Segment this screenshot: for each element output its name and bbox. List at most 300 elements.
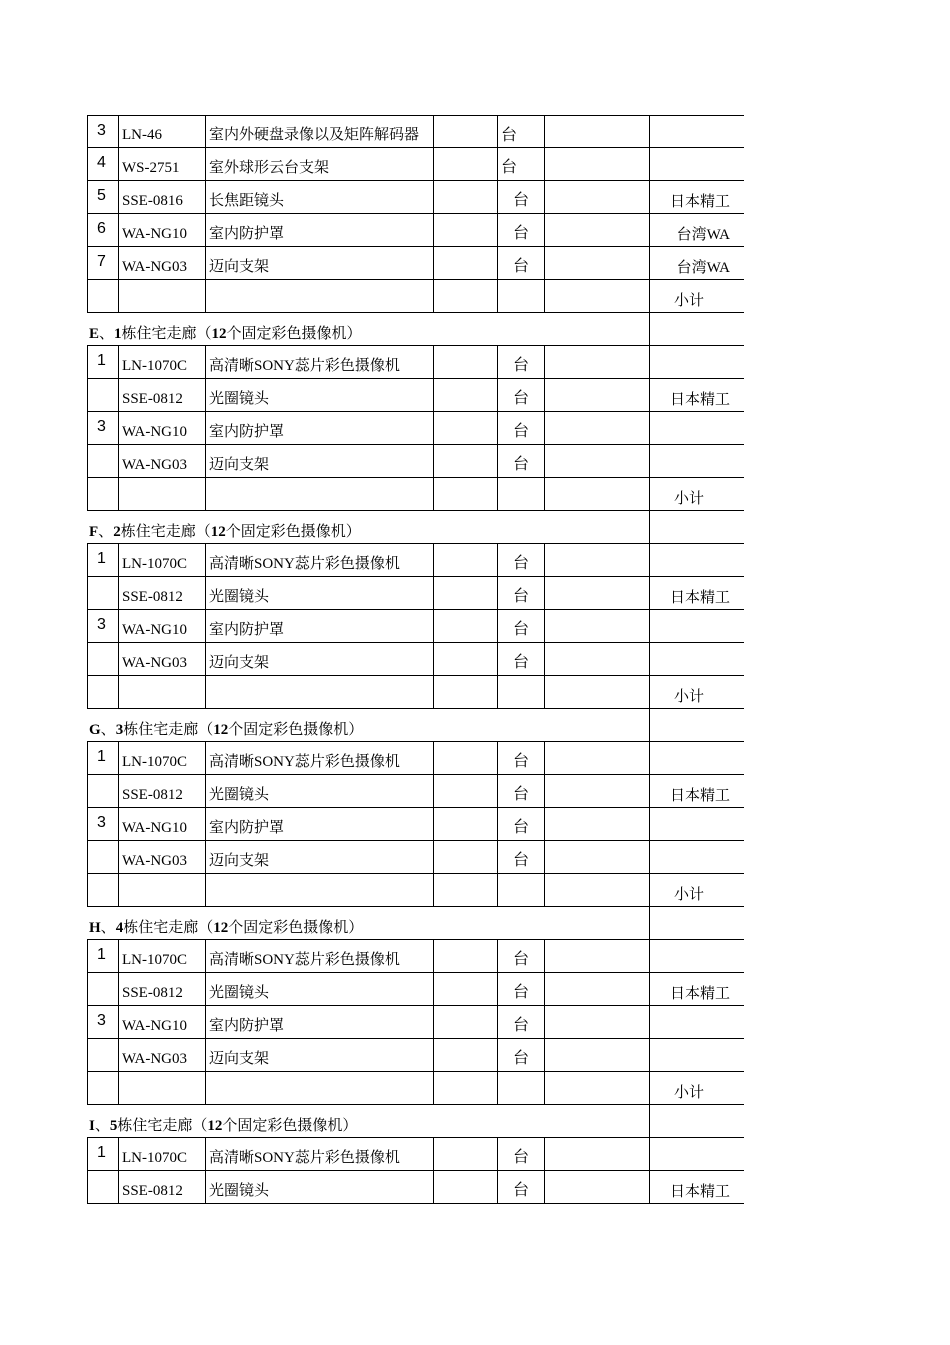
cell-quantity[interactable] <box>433 116 497 147</box>
cell-empty[interactable] <box>118 478 205 510</box>
cell-model[interactable] <box>118 742 205 774</box>
subtotal-row <box>87 676 744 709</box>
cell-quantity[interactable] <box>433 1039 497 1071</box>
cell-empty[interactable] <box>118 1072 205 1104</box>
cell-empty[interactable] <box>87 1072 118 1104</box>
cell-note[interactable] <box>649 775 744 807</box>
cell-model[interactable] <box>118 214 205 246</box>
camera-count: 12 <box>213 920 229 936</box>
item-model: WA-NG10 <box>122 820 187 836</box>
cell-unit[interactable] <box>497 940 544 972</box>
section-letter: E <box>89 326 100 342</box>
cell-price[interactable] <box>544 247 649 279</box>
cell-model[interactable] <box>118 1138 205 1170</box>
cell-unit[interactable] <box>497 841 544 873</box>
cell-empty[interactable] <box>497 1072 544 1104</box>
cell-num[interactable] <box>87 445 118 477</box>
cell-unit[interactable] <box>497 1138 544 1170</box>
item-model: WA-NG10 <box>122 424 187 440</box>
cell-price[interactable] <box>544 1006 649 1038</box>
item-description: 迈向支架 <box>209 259 270 275</box>
cell-empty[interactable] <box>118 874 205 906</box>
cell-model[interactable] <box>118 940 205 972</box>
cell-quantity[interactable] <box>433 346 497 378</box>
cell-price[interactable] <box>544 445 649 477</box>
section-title-cell[interactable] <box>87 709 649 741</box>
cell-note[interactable] <box>649 181 744 213</box>
section-title <box>89 322 362 343</box>
cell-price[interactable] <box>544 841 649 873</box>
table-row <box>87 1006 744 1039</box>
cell-num[interactable] <box>87 973 118 1005</box>
cell-description[interactable] <box>205 775 433 807</box>
cell-empty[interactable] <box>87 280 118 312</box>
item-unit: 台 <box>513 555 530 572</box>
cell-model[interactable] <box>118 775 205 807</box>
cell-note[interactable] <box>649 577 744 609</box>
cell-note[interactable] <box>649 412 744 444</box>
cell-price[interactable] <box>544 940 649 972</box>
cell-empty[interactable] <box>433 478 497 510</box>
cell-unit[interactable] <box>497 379 544 411</box>
section-title-tail: 个固定彩色摄像机） <box>225 524 361 540</box>
section-letter: G <box>89 722 101 738</box>
cell-description[interactable] <box>205 346 433 378</box>
cell-quantity[interactable] <box>433 973 497 1005</box>
section-title-cell[interactable] <box>87 511 649 543</box>
cell-quantity[interactable] <box>433 643 497 675</box>
cell-description[interactable] <box>205 643 433 675</box>
item-unit: 台 <box>513 225 530 242</box>
cell-empty[interactable] <box>87 874 118 906</box>
building-number: 1 <box>114 326 122 342</box>
subtotal-label: 小计 <box>673 689 704 705</box>
cell-price[interactable] <box>544 379 649 411</box>
cell-model[interactable] <box>118 610 205 642</box>
item-description: 高清晰SONY蕊片彩色摄像机 <box>209 1150 400 1166</box>
item-model: SSE-0816 <box>122 193 183 209</box>
cell-description[interactable] <box>205 116 433 147</box>
cell-num[interactable] <box>87 346 118 378</box>
cell-description[interactable] <box>205 1039 433 1071</box>
item-note: 日本精工 <box>669 194 730 210</box>
cell-model[interactable] <box>118 116 205 147</box>
cell-note[interactable] <box>649 511 744 543</box>
camera-count: 12 <box>211 326 227 342</box>
section-title-cell[interactable] <box>87 1105 649 1137</box>
section-separator: 、 <box>98 524 114 540</box>
item-model: SSE-0812 <box>122 1183 183 1199</box>
item-model: WA-NG03 <box>122 655 187 671</box>
camera-count: 12 <box>210 524 226 540</box>
cell-unit[interactable] <box>497 610 544 642</box>
item-number: 3 <box>97 616 106 633</box>
cell-unit[interactable] <box>497 346 544 378</box>
cell-description[interactable] <box>205 544 433 576</box>
cell-note[interactable] <box>649 643 744 675</box>
cell-empty[interactable] <box>205 676 433 708</box>
cell-quantity[interactable] <box>433 808 497 840</box>
item-description: 光圈镜头 <box>209 1183 270 1199</box>
cell-note[interactable] <box>649 1105 744 1137</box>
item-unit: 台 <box>513 819 530 836</box>
item-model: SSE-0812 <box>122 589 183 605</box>
cell-description[interactable] <box>205 148 433 180</box>
item-description: 高清晰SONY蕊片彩色摄像机 <box>209 556 400 572</box>
item-unit: 台 <box>513 621 530 638</box>
cell-model[interactable] <box>118 973 205 1005</box>
section-separator: 、 <box>99 326 115 342</box>
cell-num[interactable] <box>87 379 118 411</box>
cell-price[interactable] <box>544 742 649 774</box>
section-title-text: 栋住宅走廊（ <box>120 524 211 540</box>
cell-quantity[interactable] <box>433 1006 497 1038</box>
cell-note[interactable] <box>649 1006 744 1038</box>
cell-note[interactable] <box>649 116 744 147</box>
cell-empty[interactable] <box>118 676 205 708</box>
cell-price[interactable] <box>544 643 649 675</box>
cell-empty[interactable] <box>497 676 544 708</box>
cell-subtotal[interactable] <box>649 874 744 906</box>
cell-note[interactable] <box>649 445 744 477</box>
cell-price[interactable] <box>544 973 649 1005</box>
item-model: SSE-0812 <box>122 985 183 1001</box>
cell-note[interactable] <box>649 973 744 1005</box>
cell-num[interactable] <box>87 1006 118 1038</box>
cell-quantity[interactable] <box>433 181 497 213</box>
section-title <box>89 520 361 541</box>
cell-subtotal[interactable] <box>649 676 744 708</box>
cell-unit[interactable] <box>497 247 544 279</box>
cell-subtotal[interactable] <box>649 280 744 312</box>
item-unit: 台 <box>513 588 530 605</box>
cell-unit[interactable] <box>497 148 544 180</box>
table-row <box>87 1039 744 1072</box>
cell-price[interactable] <box>544 775 649 807</box>
cell-note[interactable] <box>649 1138 744 1170</box>
item-model: LN-46 <box>122 127 162 143</box>
section-letter: H <box>89 920 101 936</box>
section-title-cell[interactable] <box>87 313 649 345</box>
cell-empty[interactable] <box>544 1072 649 1104</box>
cell-description[interactable] <box>205 214 433 246</box>
cell-empty[interactable] <box>205 1072 433 1104</box>
cell-unit[interactable] <box>497 973 544 1005</box>
table-row <box>87 1138 744 1171</box>
cell-num[interactable] <box>87 1039 118 1071</box>
cell-unit[interactable] <box>497 742 544 774</box>
cell-model[interactable] <box>118 841 205 873</box>
cell-quantity[interactable] <box>433 940 497 972</box>
cell-unit[interactable] <box>497 181 544 213</box>
cell-note[interactable] <box>649 808 744 840</box>
cell-unit[interactable] <box>497 643 544 675</box>
cell-quantity[interactable] <box>433 577 497 609</box>
cell-unit[interactable] <box>497 1171 544 1203</box>
cell-num[interactable] <box>87 610 118 642</box>
table-row <box>87 181 744 214</box>
cell-description[interactable] <box>205 181 433 213</box>
section-letter: I <box>89 1118 95 1134</box>
section-separator: 、 <box>100 920 116 936</box>
cell-num[interactable] <box>87 148 118 180</box>
cell-unit[interactable] <box>497 1006 544 1038</box>
cell-quantity[interactable] <box>433 544 497 576</box>
camera-count: 12 <box>213 722 229 738</box>
item-unit: 台 <box>513 1149 530 1166</box>
cell-num[interactable] <box>87 577 118 609</box>
cell-num[interactable] <box>87 1171 118 1203</box>
cell-unit[interactable] <box>497 577 544 609</box>
cell-unit[interactable] <box>497 775 544 807</box>
item-unit: 台 <box>513 423 530 440</box>
cell-quantity[interactable] <box>433 445 497 477</box>
cell-note[interactable] <box>649 907 744 939</box>
cell-price[interactable] <box>544 1171 649 1203</box>
cell-quantity[interactable] <box>433 742 497 774</box>
item-unit: 台 <box>501 159 518 176</box>
item-number: 1 <box>97 352 106 369</box>
subtotal-row <box>87 1072 744 1105</box>
cell-note[interactable] <box>649 214 744 246</box>
cell-num[interactable] <box>87 940 118 972</box>
cell-num[interactable] <box>87 643 118 675</box>
item-note: 日本精工 <box>669 392 730 408</box>
cell-empty[interactable] <box>87 676 118 708</box>
cell-note[interactable] <box>649 247 744 279</box>
cell-model[interactable] <box>118 544 205 576</box>
cell-unit[interactable] <box>497 214 544 246</box>
section-header-row <box>87 709 744 742</box>
cell-empty[interactable] <box>118 280 205 312</box>
item-description: 光圈镜头 <box>209 985 270 1001</box>
cell-description[interactable] <box>205 1171 433 1203</box>
cell-model[interactable] <box>118 1039 205 1071</box>
cell-note[interactable] <box>649 313 744 345</box>
subtotal-label: 小计 <box>673 1085 704 1101</box>
cell-description[interactable] <box>205 742 433 774</box>
cell-empty[interactable] <box>433 874 497 906</box>
item-description: 高清晰SONY蕊片彩色摄像机 <box>209 754 400 770</box>
item-description: 迈向支架 <box>209 457 270 473</box>
table-row <box>87 577 744 610</box>
item-number: 7 <box>97 253 106 270</box>
section-title-text: 栋住宅走廊（ <box>123 920 214 936</box>
cell-model[interactable] <box>118 148 205 180</box>
cell-description[interactable] <box>205 610 433 642</box>
cell-price[interactable] <box>544 116 649 147</box>
table-row <box>87 940 744 973</box>
cell-note[interactable] <box>649 1171 744 1203</box>
table-row <box>87 379 744 412</box>
cell-num[interactable] <box>87 775 118 807</box>
table-row <box>87 445 744 478</box>
cell-price[interactable] <box>544 181 649 213</box>
cell-num[interactable] <box>87 116 118 147</box>
cell-empty[interactable] <box>433 1072 497 1104</box>
table-row <box>87 973 744 1006</box>
cell-empty[interactable] <box>87 478 118 510</box>
cell-unit[interactable] <box>497 116 544 147</box>
cell-note[interactable] <box>649 544 744 576</box>
cell-empty[interactable] <box>544 874 649 906</box>
cell-num[interactable] <box>87 742 118 774</box>
cell-model[interactable] <box>118 577 205 609</box>
item-unit: 台 <box>513 654 530 671</box>
table-row <box>87 742 744 775</box>
cell-empty[interactable] <box>205 874 433 906</box>
cell-quantity[interactable] <box>433 610 497 642</box>
cell-price[interactable] <box>544 214 649 246</box>
section-title <box>89 916 363 937</box>
cell-description[interactable] <box>205 841 433 873</box>
item-number: 1 <box>97 1144 106 1161</box>
cell-num[interactable] <box>87 1138 118 1170</box>
cell-model[interactable] <box>118 379 205 411</box>
cell-quantity[interactable] <box>433 841 497 873</box>
cell-empty[interactable] <box>433 280 497 312</box>
cell-price[interactable] <box>544 808 649 840</box>
table-row <box>87 808 744 841</box>
cell-empty[interactable] <box>497 874 544 906</box>
cell-description[interactable] <box>205 247 433 279</box>
item-number: 3 <box>97 418 106 435</box>
cell-description[interactable] <box>205 973 433 1005</box>
cell-unit[interactable] <box>497 808 544 840</box>
item-note: 日本精工 <box>669 1184 730 1200</box>
item-description: 光圈镜头 <box>209 589 270 605</box>
cell-quantity[interactable] <box>433 1171 497 1203</box>
cell-quantity[interactable] <box>433 1138 497 1170</box>
cell-model[interactable] <box>118 181 205 213</box>
item-number: 3 <box>97 122 106 139</box>
section-title-text: 栋住宅走廊（ <box>121 326 212 342</box>
cell-model[interactable] <box>118 1006 205 1038</box>
table-row <box>87 346 744 379</box>
cell-price[interactable] <box>544 412 649 444</box>
subtotal-row <box>87 874 744 907</box>
cell-quantity[interactable] <box>433 379 497 411</box>
cell-note[interactable] <box>649 346 744 378</box>
cell-subtotal[interactable] <box>649 1072 744 1104</box>
item-number: 1 <box>97 550 106 567</box>
section-title-cell[interactable] <box>87 907 649 939</box>
cell-price[interactable] <box>544 1039 649 1071</box>
cell-note[interactable] <box>649 742 744 774</box>
cell-note[interactable] <box>649 610 744 642</box>
cell-num[interactable] <box>87 181 118 213</box>
item-description: 光圈镜头 <box>209 391 270 407</box>
cell-note[interactable] <box>649 379 744 411</box>
cell-quantity[interactable] <box>433 214 497 246</box>
item-unit: 台 <box>513 786 530 803</box>
cell-note[interactable] <box>649 841 744 873</box>
cell-quantity[interactable] <box>433 775 497 807</box>
cell-note[interactable] <box>649 1039 744 1071</box>
cell-model[interactable] <box>118 346 205 378</box>
cell-price[interactable] <box>544 346 649 378</box>
cell-model[interactable] <box>118 412 205 444</box>
section-header-row <box>87 511 744 544</box>
cell-empty[interactable] <box>497 280 544 312</box>
cell-note[interactable] <box>649 148 744 180</box>
cell-num[interactable] <box>87 412 118 444</box>
cell-num[interactable] <box>87 214 118 246</box>
item-unit: 台 <box>513 390 530 407</box>
cell-empty[interactable] <box>205 478 433 510</box>
item-description: 高清晰SONY蕊片彩色摄像机 <box>209 358 400 374</box>
table-row <box>87 841 744 874</box>
cell-description[interactable] <box>205 577 433 609</box>
item-model: WA-NG03 <box>122 259 187 275</box>
building-number: 5 <box>109 1118 118 1134</box>
table-row <box>87 610 744 643</box>
cell-description[interactable] <box>205 1006 433 1038</box>
cell-model[interactable] <box>118 445 205 477</box>
cell-num[interactable] <box>87 808 118 840</box>
cell-empty[interactable] <box>433 676 497 708</box>
cell-num[interactable] <box>87 841 118 873</box>
cell-model[interactable] <box>118 808 205 840</box>
cell-price[interactable] <box>544 577 649 609</box>
cell-unit[interactable] <box>497 412 544 444</box>
cell-price[interactable] <box>544 610 649 642</box>
cell-note[interactable] <box>649 940 744 972</box>
section-separator: 、 <box>94 1118 110 1134</box>
table-row <box>87 412 744 445</box>
cell-description[interactable] <box>205 379 433 411</box>
camera-count: 12 <box>207 1118 223 1134</box>
item-description: 光圈镜头 <box>209 787 270 803</box>
cell-quantity[interactable] <box>433 148 497 180</box>
cell-empty[interactable] <box>544 280 649 312</box>
cell-num[interactable] <box>87 247 118 279</box>
item-description: 室内防护罩 <box>209 226 285 242</box>
cell-price[interactable] <box>544 544 649 576</box>
cell-model[interactable] <box>118 643 205 675</box>
cell-description[interactable] <box>205 940 433 972</box>
cell-quantity[interactable] <box>433 247 497 279</box>
cell-unit[interactable] <box>497 445 544 477</box>
cell-price[interactable] <box>544 1138 649 1170</box>
cell-quantity[interactable] <box>433 412 497 444</box>
item-note: 台湾WA <box>676 227 730 243</box>
subtotal-row <box>87 478 744 511</box>
cell-description[interactable] <box>205 412 433 444</box>
cell-empty[interactable] <box>544 676 649 708</box>
cell-num[interactable] <box>87 544 118 576</box>
table-row <box>87 115 744 148</box>
cell-description[interactable] <box>205 808 433 840</box>
cell-empty[interactable] <box>497 478 544 510</box>
item-model: WS-2751 <box>122 160 180 176</box>
cell-description[interactable] <box>205 445 433 477</box>
subtotal-label: 小计 <box>673 293 704 309</box>
cell-subtotal[interactable] <box>649 478 744 510</box>
item-model: LN-1070C <box>122 358 187 374</box>
cell-empty[interactable] <box>205 280 433 312</box>
item-model: LN-1070C <box>122 952 187 968</box>
cell-unit[interactable] <box>497 544 544 576</box>
cell-model[interactable] <box>118 1171 205 1203</box>
item-number: 1 <box>97 946 106 963</box>
cell-model[interactable] <box>118 247 205 279</box>
cell-price[interactable] <box>544 148 649 180</box>
cell-empty[interactable] <box>544 478 649 510</box>
cell-note[interactable] <box>649 709 744 741</box>
cell-description[interactable] <box>205 1138 433 1170</box>
cell-unit[interactable] <box>497 1039 544 1071</box>
